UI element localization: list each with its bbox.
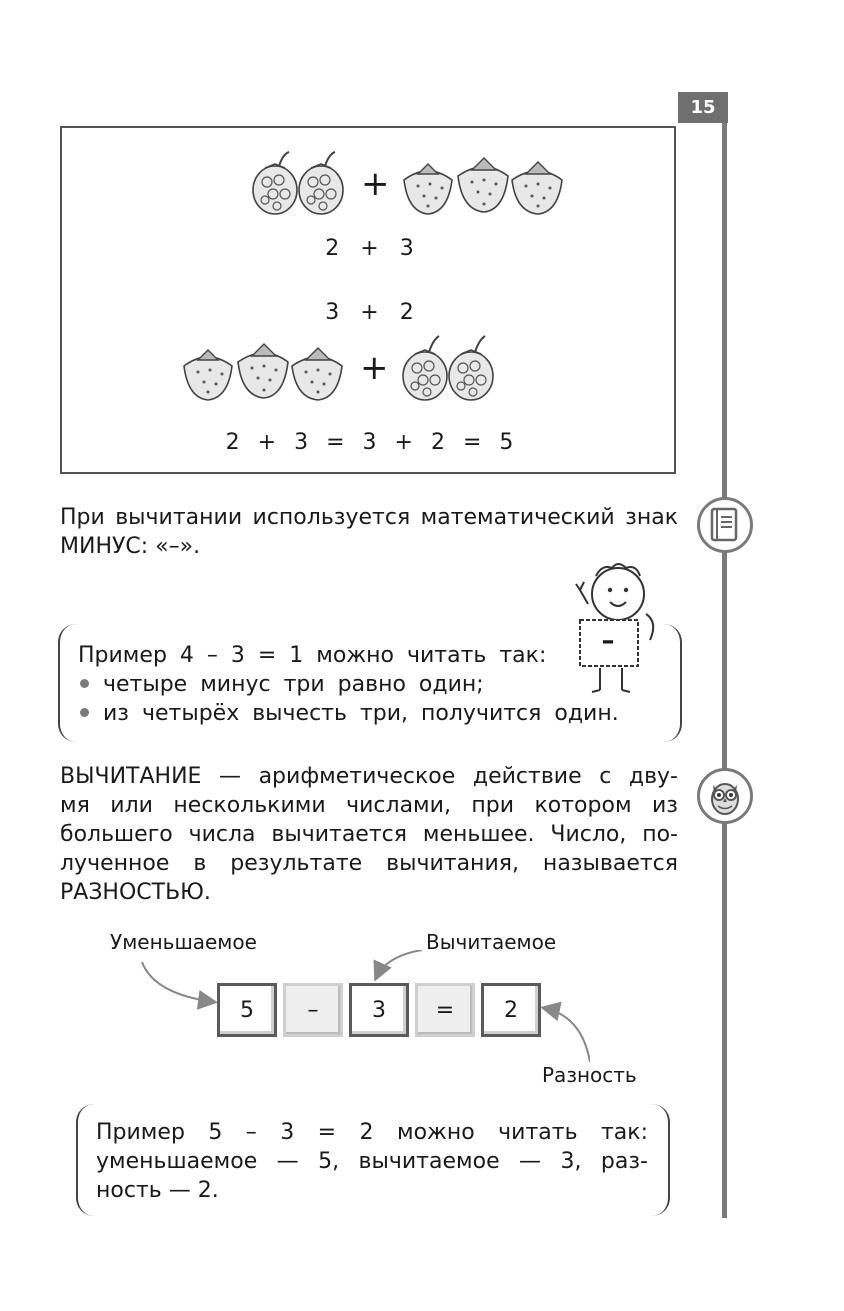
summary-token: 3 <box>362 430 378 455</box>
summary-token: + <box>394 430 414 455</box>
strawberry-icon <box>400 150 568 218</box>
summary-token: + <box>257 430 278 455</box>
summary-token: = <box>462 430 483 455</box>
arrow-difference <box>544 1008 590 1062</box>
cell-minus: – <box>283 983 343 1037</box>
summary-token: 2 <box>225 430 241 455</box>
text-line: Пример 5 – 3 = 2 можно читать так: <box>96 1120 648 1145</box>
fruit-row-1 <box>249 150 568 218</box>
bullet-icon <box>80 708 89 717</box>
definition-paragraph <box>60 762 678 907</box>
text-line: При вычитании используется математический знак <box>60 505 678 530</box>
bullet-icon <box>80 679 89 688</box>
equation-2 <box>62 300 678 325</box>
fruit-addition-box <box>60 126 676 474</box>
eq2-a: 3 <box>325 300 341 325</box>
summary-token: 5 <box>499 430 515 455</box>
label-difference: Разность <box>542 1063 637 1087</box>
text-line: Пример 4 – 3 = 1 можно читать так: <box>78 643 547 668</box>
plus-sign: + <box>361 164 390 204</box>
text-line: ВЫЧИТАНИЕ — арифметическое действие с дву- <box>60 764 678 789</box>
eq1-op: + <box>360 236 380 261</box>
text-line: лученное в результате вычитания, называется <box>60 851 678 876</box>
minus-intro-paragraph <box>60 503 678 561</box>
cell-minuend: 5 <box>217 983 277 1037</box>
fruit-row-2 <box>180 332 505 404</box>
page-number: 15 <box>678 92 728 123</box>
summary-token: = <box>326 430 346 455</box>
eq2-op: + <box>360 300 380 325</box>
bullet-item: из четырёх вычесть три, получится один. <box>78 699 619 728</box>
example-1-box <box>58 624 682 742</box>
cell-subtrahend: 3 <box>349 983 409 1037</box>
label-minuend: Уменьшаемое <box>110 930 257 954</box>
label-subtrahend: Вычитаемое <box>426 930 557 954</box>
text-line: ность — 2. <box>96 1178 219 1203</box>
text-line: мя или несколькими числами, при котором из <box>60 793 678 818</box>
arrow-subtrahend <box>376 950 422 978</box>
eq1-a: 2 <box>325 236 341 261</box>
strawberry-icon <box>180 332 348 404</box>
text-line: РАЗНОСТЬЮ. <box>60 880 211 905</box>
example-2-box <box>76 1104 670 1216</box>
summary-equation <box>62 430 678 455</box>
eq1-b: 3 <box>399 236 415 261</box>
equation-1 <box>62 236 678 261</box>
text-line: большего числа вычитается меньшее. Число, по- <box>60 822 678 847</box>
owl-icon <box>697 768 753 824</box>
cell-difference: 2 <box>481 983 541 1037</box>
summary-token: 3 <box>294 430 310 455</box>
bullet-item: четыре минус три равно один; <box>78 670 484 699</box>
minus-sign-card: – <box>601 626 615 656</box>
arrow-minuend <box>142 962 214 1002</box>
raspberry-icon <box>399 332 505 404</box>
text-line: уменьшаемое — 5, вычитаемое — 3, раз- <box>96 1149 648 1174</box>
text-line: МИНУС: «–». <box>60 534 201 559</box>
example-2-text <box>96 1118 648 1205</box>
subtraction-row <box>217 980 541 1040</box>
cell-equals: = <box>415 983 475 1037</box>
eq2-b: 2 <box>399 300 415 325</box>
summary-token: 2 <box>430 430 446 455</box>
plus-sign: + <box>360 348 389 388</box>
side-rail <box>722 118 727 1218</box>
raspberry-icon <box>249 150 355 218</box>
book-icon <box>697 497 753 553</box>
